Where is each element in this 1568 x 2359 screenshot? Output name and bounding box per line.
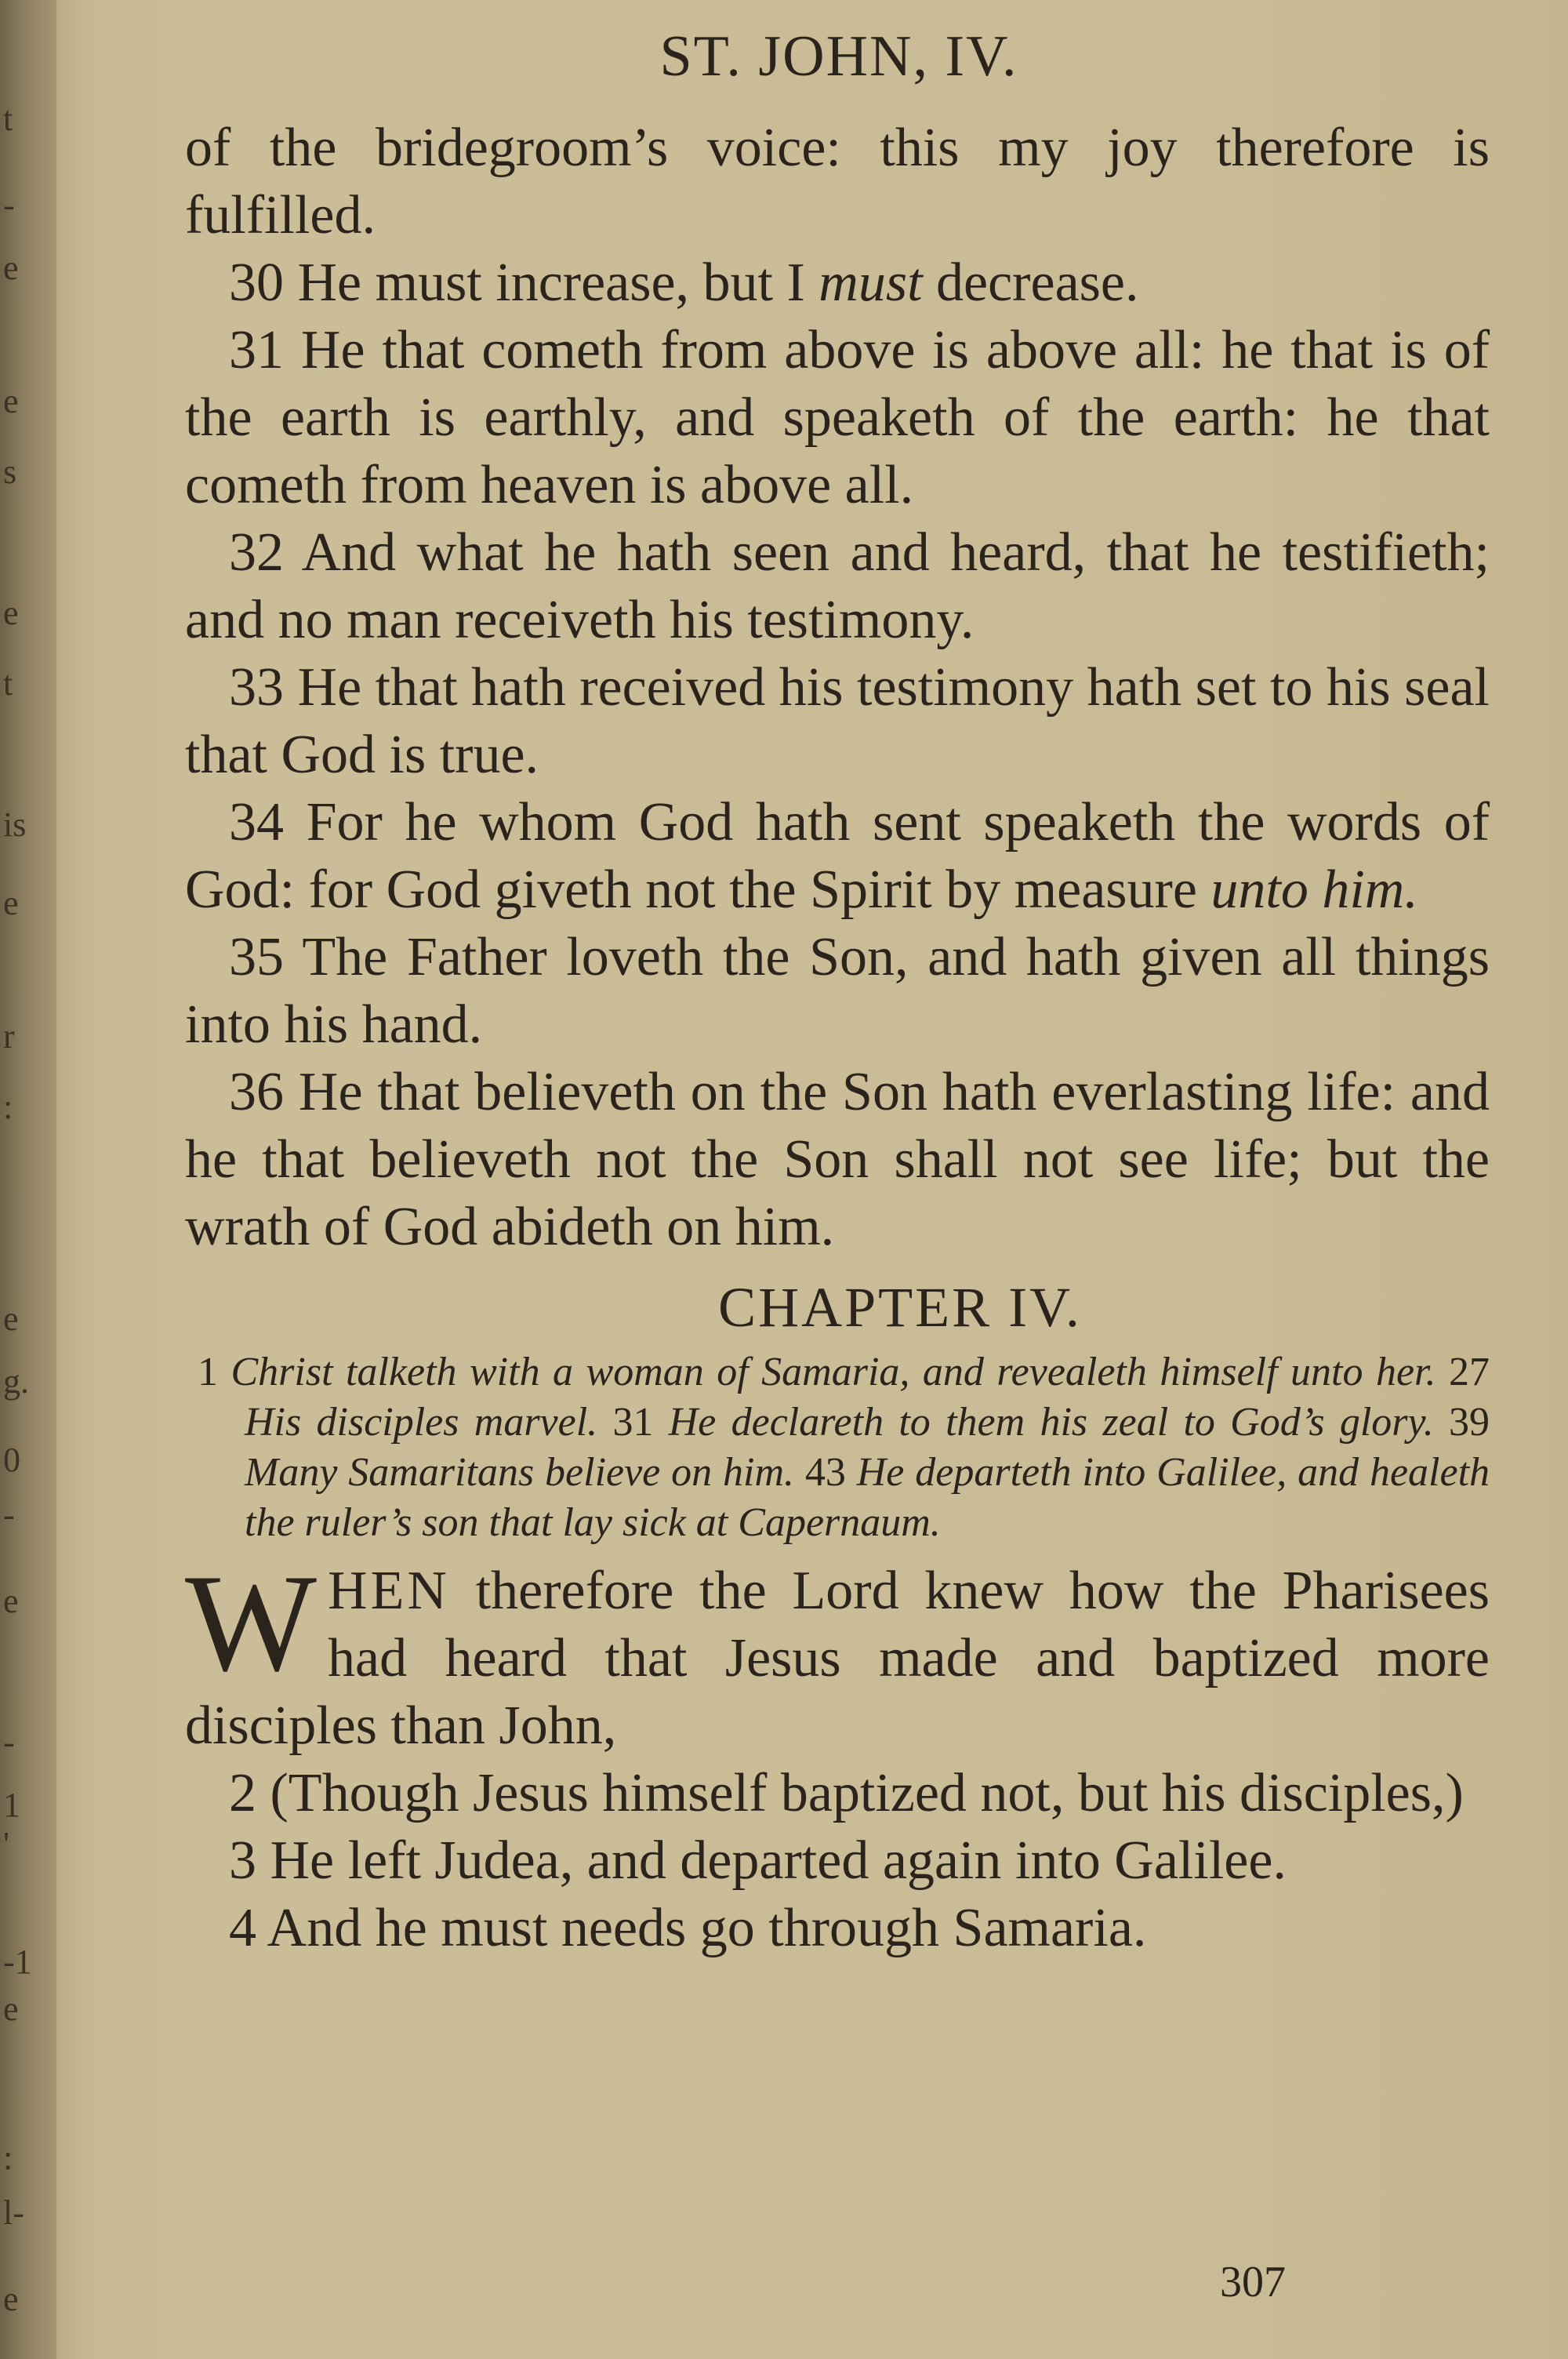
verse-number: 36 [229,1062,284,1122]
page-number: 307 [1220,2258,1286,2306]
gutter-fragment: e [3,382,19,420]
verse-number: 4 [229,1898,256,1958]
gutter-fragment: g. [3,1362,29,1401]
verse-number: 31 [229,320,284,380]
summary-ref: 31 [612,1400,654,1445]
gutter-fragment: - [3,186,15,224]
verse-35 [185,924,1490,1059]
verse-34 [185,789,1490,924]
drop-cap: W [185,1545,318,1700]
gutter-fragment: e [3,249,19,287]
gutter-fragment: ' [3,1825,9,1863]
verse-text: therefore the Lord knew how the Pharisees had heard that Jesus made and baptized more disciples than John, [185,1561,1490,1756]
gutter-fragment: e [3,1990,19,2028]
summary-ref: 27 [1449,1350,1490,1394]
verse-2 [185,1760,1490,1827]
verse-text: For he whom God hath sent speaketh the words of God: for God giveth not the Spirit by measure [185,792,1490,920]
verse-text: He that cometh from above is above all: he that is of the earth is earthly, and speaketh of the earth: he that cometh from heaven is above all. [185,320,1490,515]
summary-text: His disciples marvel. [245,1400,598,1445]
facing-page-gutter [0,0,56,2359]
verse-number: 35 [229,927,284,987]
verse-number: 2 [229,1763,256,1823]
running-head: ST. JOHN, IV. [659,24,1018,89]
gutter-fragment: 0 [3,1441,20,1479]
summary-ref: 43 [804,1450,846,1495]
verse-number: 32 [229,522,284,583]
gutter-fragment: r [3,1017,15,1056]
verse-36 [185,1059,1490,1261]
verse-number: 33 [229,657,284,718]
gutter-fragment: l- [3,2194,24,2232]
summary-text: He departeth into Galilee, and healeth the ruler’s son that lay sick at Capernaum. [245,1450,1490,1545]
verse-1 [185,1545,1490,1760]
chapter-summary [198,1347,1490,1548]
text-block [185,114,1490,1962]
gutter-fragment: -1 [3,1943,32,1981]
small-caps-word: HEN [328,1561,450,1621]
verse-text: The Father loveth the Son, and hath given all things into his hand. [185,927,1490,1055]
italic-text: must [818,253,923,313]
verse-4 [185,1895,1490,1962]
gutter-fragment: t [3,100,13,138]
verse-number: 3 [229,1830,256,1891]
verse-text: He must increase, but I [297,253,819,313]
verse-text: He that believeth on the Son hath everlasting life: and he that believeth not the Son shall not see life; but the wrath of God abideth on him. [185,1062,1490,1257]
verse-text: And what he hath seen and heard, that he testifieth; and no man receiveth his testimony. [185,522,1490,650]
gutter-fragment: e [3,1582,19,1620]
summary-text: He declareth to them his zeal to God’s glory. [668,1400,1434,1445]
gutter-fragment: 1 [3,1786,20,1824]
gutter-fragment: t [3,664,13,703]
verse-32 [185,519,1490,654]
gutter-fragment: e [3,594,19,632]
chapter-title: CHAPTER IV. [718,1276,1082,1339]
verse-3 [185,1827,1490,1895]
verse-text: decrease. [922,253,1139,313]
summary-ref: 1 [198,1350,218,1394]
verse-number: 30 [229,253,284,313]
gutter-fragment: - [3,1496,15,1534]
gutter-fragment: is [3,805,27,844]
gutter-fragment: e [3,2280,19,2318]
verse-text: He that hath received his testimony hath set to his seal that God is true. [185,657,1490,785]
summary-text: Christ talketh with a woman of Samaria, and revealeth himself unto her. [230,1350,1436,1394]
gutter-fragment: s [3,453,17,491]
verse-31 [185,317,1490,519]
verse-29-continuation: of the bridegroom’s voice: this my joy therefore is fulfilled. [185,118,1490,245]
italic-text: unto him. [1210,860,1418,920]
verse-text: And he must needs go through Samaria. [267,1898,1147,1958]
verse-number: 34 [229,792,284,852]
gutter-fragment: e [3,884,19,922]
summary-text: Many Samaritans believe on him. [245,1450,794,1495]
gutter-fragment: e [3,1299,19,1338]
verse-text: He left Judea, and departed again into Galilee. [270,1830,1287,1891]
verse-30 [185,249,1490,317]
verse-text: (Though Jesus himself baptized not, but his disciples,) [270,1763,1464,1823]
gutter-fragment: : [3,2139,13,2177]
summary-ref: 39 [1449,1400,1490,1445]
gutter-fragment: - [3,1723,15,1761]
gutter-fragment: : [3,1088,13,1126]
verse-33 [185,654,1490,789]
